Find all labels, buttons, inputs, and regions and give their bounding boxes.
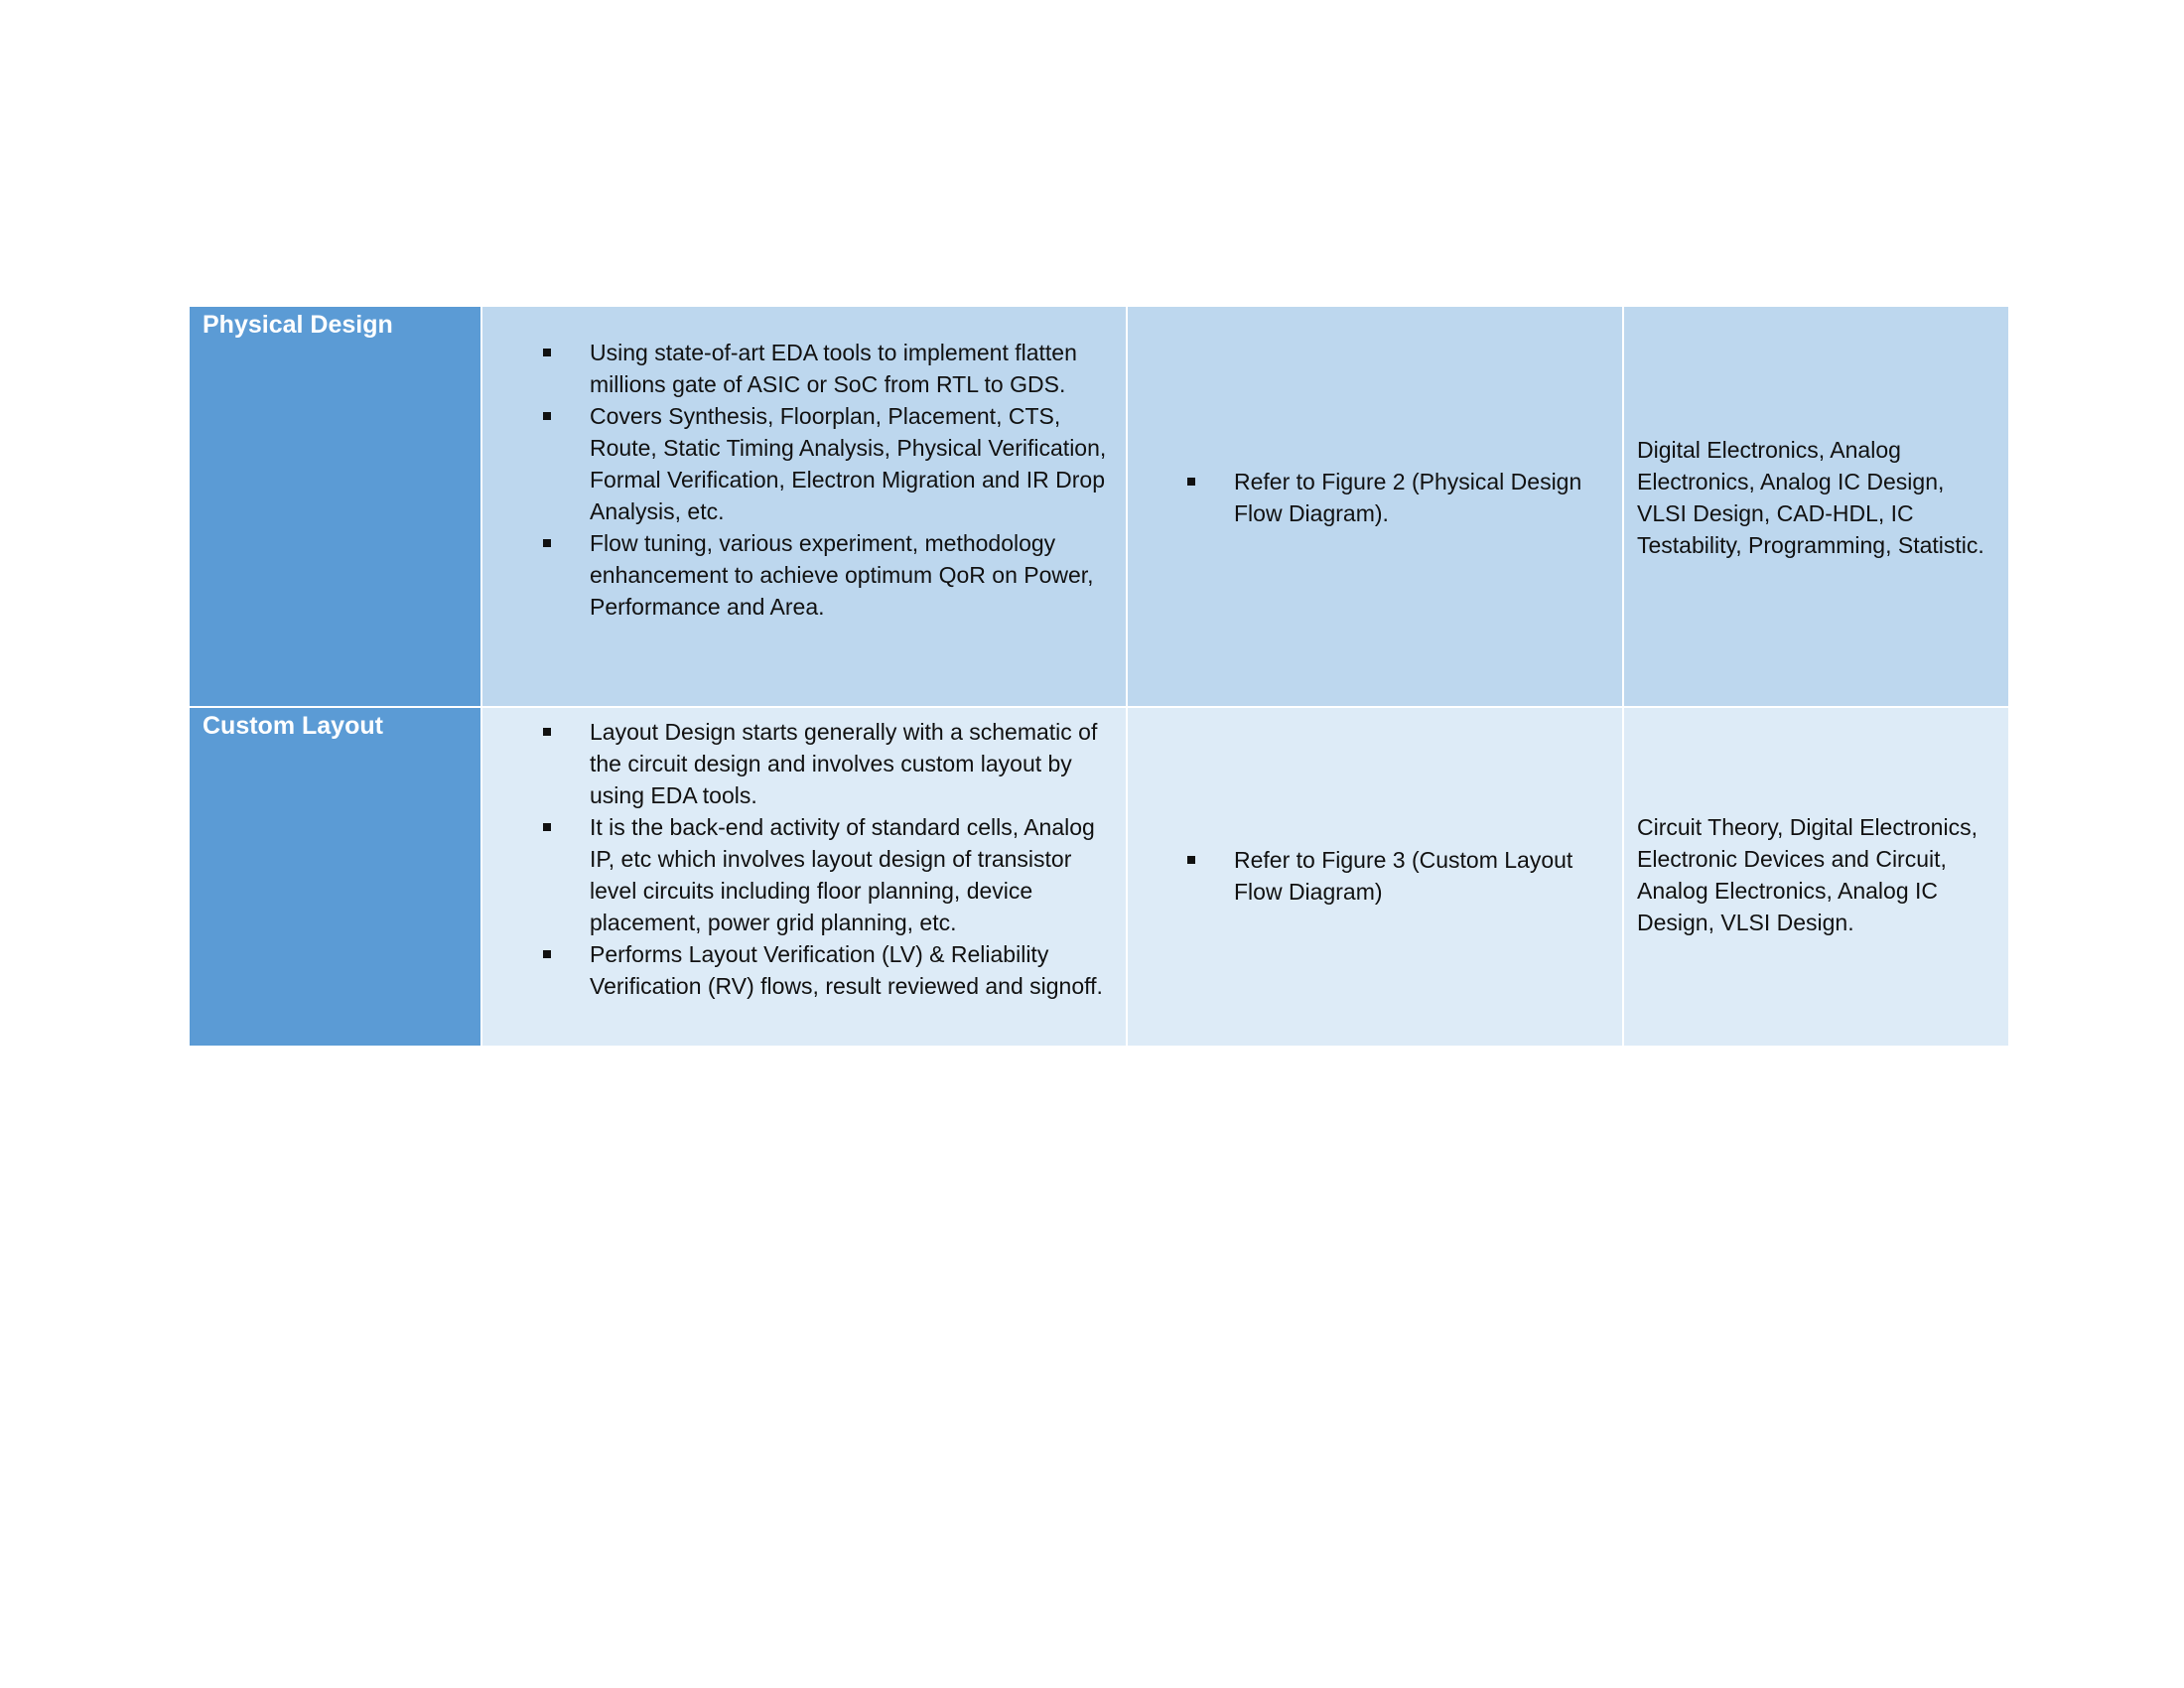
square-bullet-icon bbox=[543, 823, 551, 831]
list-item-text: Layout Design starts generally with a schematic of the circuit design and involves custom layout by using EDA tools. bbox=[590, 719, 1098, 808]
list-item bbox=[590, 527, 1112, 623]
list-item-text: It is the back-end activity of standard cells, Analog IP, etc which involves layout design of transistor level circuits including floor planning, device placement, power grid planning, etc. bbox=[590, 814, 1095, 935]
list-item bbox=[590, 811, 1112, 938]
description-list bbox=[482, 337, 1112, 623]
list-item bbox=[590, 716, 1112, 811]
description-list bbox=[482, 716, 1112, 1002]
list-item bbox=[590, 337, 1112, 400]
list-item-text: Refer to Figure 2 (Physical Design Flow Diagram). bbox=[1234, 469, 1582, 526]
list-item-text: Covers Synthesis, Floorplan, Placement, CTS, Route, Static Timing Analysis, Physical Verification, Formal Verification, Electron Migration and IR Drop Analysis, etc. bbox=[590, 403, 1107, 524]
list-item-text: Using state-of-art EDA tools to implement flatten millions gate of ASIC or SoC from RTL to GDS. bbox=[590, 340, 1077, 397]
list-item-text: Performs Layout Verification (LV) & Reliability Verification (RV) flows, result reviewed and signoff. bbox=[590, 941, 1103, 999]
square-bullet-icon bbox=[1187, 478, 1195, 486]
role-description bbox=[481, 707, 1127, 1047]
reference-list bbox=[1128, 466, 1598, 529]
job-roles-table bbox=[188, 305, 2010, 1048]
square-bullet-icon bbox=[1187, 856, 1195, 864]
role-title: Physical Design bbox=[189, 306, 481, 707]
square-bullet-icon bbox=[543, 728, 551, 736]
square-bullet-icon bbox=[543, 412, 551, 420]
role-title: Custom Layout bbox=[189, 707, 481, 1047]
square-bullet-icon bbox=[543, 349, 551, 356]
list-item-text: Refer to Figure 3 (Custom Layout Flow Diagram) bbox=[1234, 847, 1573, 905]
related-subjects: Circuit Theory, Digital Electronics, Electronic Devices and Circuit, Analog Electronics, Analog IC Design, VLSI Design. bbox=[1623, 707, 2009, 1047]
list-item bbox=[1234, 844, 1598, 908]
table-row-physical-design bbox=[189, 306, 2009, 707]
square-bullet-icon bbox=[543, 950, 551, 958]
reference-list bbox=[1128, 844, 1598, 908]
role-description bbox=[481, 306, 1127, 707]
figure-reference bbox=[1127, 707, 1623, 1047]
list-item-text: Flow tuning, various experiment, methodology enhancement to achieve optimum QoR on Power, Performance and Area. bbox=[590, 530, 1094, 620]
related-subjects: Digital Electronics, Analog Electronics, Analog IC Design, VLSI Design, CAD-HDL, IC Testability, Programming, Statistic. bbox=[1623, 306, 2009, 707]
square-bullet-icon bbox=[543, 539, 551, 547]
figure-reference bbox=[1127, 306, 1623, 707]
list-item bbox=[1234, 466, 1598, 529]
list-item bbox=[590, 400, 1112, 527]
list-item bbox=[590, 938, 1112, 1002]
table-row-custom-layout bbox=[189, 707, 2009, 1047]
